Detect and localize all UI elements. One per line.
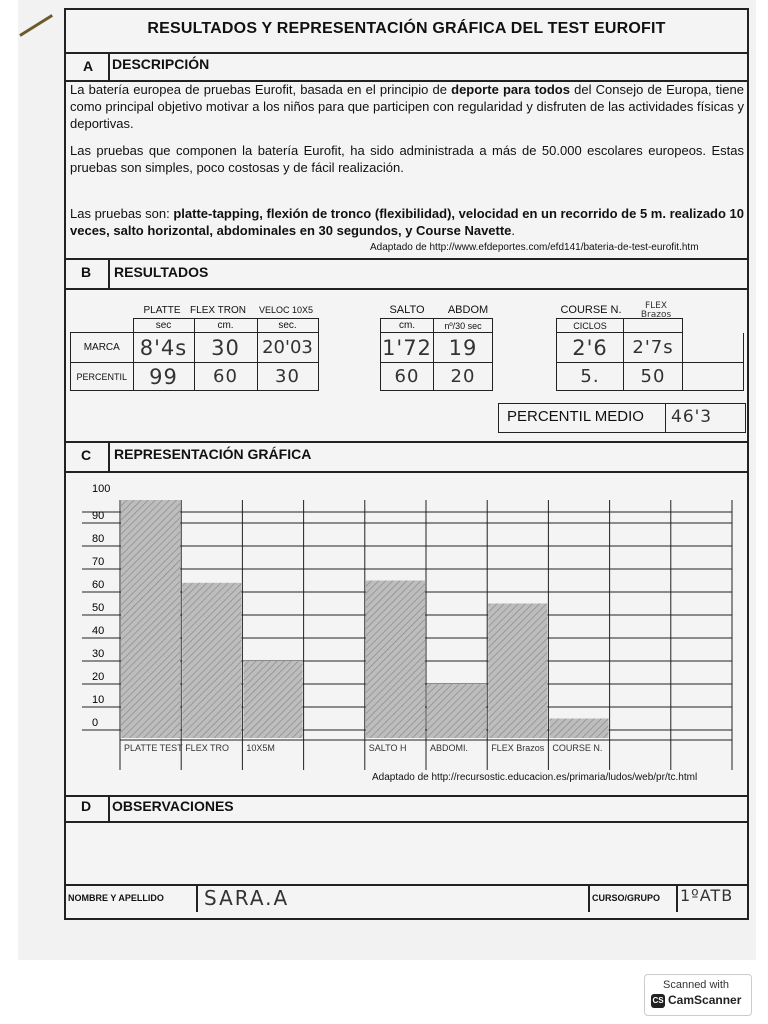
divider xyxy=(64,288,749,290)
col-header-abdom: ABDOM xyxy=(447,304,489,316)
description-source: Adaptado de http://www.efdeportes.com/efd141/bateria-de-test-eurofit.htm xyxy=(370,242,699,253)
percentil-medio-label: PERCENTIL MEDIO xyxy=(507,408,644,425)
y-tick-label: 50 xyxy=(92,602,105,614)
watermark-line1: Scanned with xyxy=(663,979,730,991)
curso-label: CURSO/GRUPO xyxy=(592,893,661,903)
x-category-label: PLATTE TEST xyxy=(124,743,183,753)
col-header-flex-tron: FLEX TRON xyxy=(190,305,246,316)
divider xyxy=(64,471,749,473)
unit-cell: nº/30 sec xyxy=(434,319,493,333)
curso-value: 1ºATB xyxy=(680,886,734,905)
watermark-line2: CamScanner xyxy=(668,993,742,1007)
chart-bar xyxy=(488,604,547,739)
marca-cell: 20'03 xyxy=(257,333,318,363)
col-header-flex-brazos: FLEX Brazos xyxy=(640,301,672,320)
marca-cell: 2'7s xyxy=(624,333,683,363)
divider xyxy=(676,884,678,912)
marca-cell: 30 xyxy=(194,333,257,363)
col-header-veloc: VELOC 10X5 xyxy=(258,305,314,315)
x-category-label: SALTO H xyxy=(368,743,407,753)
y-tick-label: 20 xyxy=(92,671,105,683)
chart-bar xyxy=(366,581,425,739)
divider xyxy=(64,441,749,443)
divider xyxy=(64,258,749,260)
unit-cell: CICLOS xyxy=(557,319,624,333)
percentil-medio-value: 46'3 xyxy=(671,407,713,427)
divider xyxy=(196,884,198,912)
results-table-3 xyxy=(556,318,744,391)
unit-cell: sec xyxy=(133,319,194,333)
percentil-cell: 20 xyxy=(434,363,493,391)
marca-cell: 2'6 xyxy=(557,333,624,363)
percentil-cell: 60 xyxy=(194,363,257,391)
y-tick-label: 0 xyxy=(92,717,99,729)
description-paragraph-1: La batería europea de pruebas Eurofit, basada en el principio de deporte para todos del Consejo de Europa, tiene como principal objetivo motivar a los niños para que participen con regularidad y disfruten de las actividades físicas y deportivas. xyxy=(70,82,744,131)
section-c-letter: C xyxy=(80,447,92,463)
page-title: RESULTADOS Y REPRESENTACIÓN GRÁFICA DEL TEST EUROFIT xyxy=(147,20,666,37)
y-tick-label: 30 xyxy=(92,648,105,660)
col-header-platte: PLATTE xyxy=(143,305,181,316)
row-label-marca: MARCA xyxy=(71,333,134,363)
section-d-letter: D xyxy=(80,798,92,814)
marca-cell: 8'4s xyxy=(133,333,194,363)
percentil-cell: 5. xyxy=(557,363,624,391)
divider xyxy=(108,441,110,471)
results-table-1 xyxy=(70,318,319,391)
marca-cell: 19 xyxy=(434,333,493,363)
y-tick-label: 60 xyxy=(92,579,105,591)
unit-cell: sec. xyxy=(257,319,318,333)
description-paragraph-2: Las pruebas que componen la batería Eurofit, ha sido administrada a más de 50.000 escolares europeos. Estas pruebas son simples, poco costosas y de fácil realización. xyxy=(70,143,744,175)
percentil-cell: 99 xyxy=(133,363,194,391)
camscanner-logo-icon: CS xyxy=(651,994,665,1008)
unit-cell: cm. xyxy=(381,319,434,333)
name-value: SARA.A xyxy=(204,886,290,910)
section-c-heading: REPRESENTACIÓN GRÁFICA xyxy=(114,446,312,462)
percentil-medio-box xyxy=(498,403,746,433)
name-label: NOMBRE Y APELLIDO xyxy=(68,893,164,903)
x-category-label: COURSE N. xyxy=(552,743,603,753)
y-tick-label: 80 xyxy=(92,533,105,545)
divider xyxy=(64,795,749,797)
divider xyxy=(588,884,590,912)
percentil-cell: 30 xyxy=(257,363,318,391)
divider xyxy=(108,52,110,80)
x-category-label: FLEX TRO xyxy=(185,743,230,753)
section-a-heading: DESCRIPCIÓN xyxy=(112,56,210,72)
y-tick-label: 10 xyxy=(92,694,105,706)
chart-bar xyxy=(243,661,302,738)
divider xyxy=(108,258,110,288)
y-tick-label: 40 xyxy=(92,625,105,637)
chart-source: Adaptado de http://recursostic.educacion.es/primaria/ludos/web/pr/tc.html xyxy=(372,772,698,783)
observaciones-area[interactable] xyxy=(66,823,746,883)
chart-bar xyxy=(427,684,486,738)
percentil-cell: 60 xyxy=(381,363,434,391)
divider xyxy=(64,884,749,886)
chart-svg xyxy=(0,478,768,778)
x-category-label: 10X5M xyxy=(246,743,275,753)
camscanner-watermark xyxy=(644,974,752,1016)
y-tick-label: 70 xyxy=(92,556,105,568)
y-tick-label: 100 xyxy=(92,483,111,495)
col-header-course: COURSE N. xyxy=(560,304,622,316)
percentil-cell: 50 xyxy=(624,363,683,391)
x-category-label: ABDOMI. xyxy=(430,743,469,753)
section-b-letter: B xyxy=(80,264,92,280)
section-b-heading: RESULTADOS xyxy=(114,264,209,280)
divider xyxy=(66,52,747,54)
row-label-percentil: PERCENTIL xyxy=(71,363,134,391)
description-paragraph-3: Las pruebas son: platte-tapping, flexión de tronco (flexibilidad), velocidad en un recorrido de 5 m. realizado 10 veces, salto horizontal, abdominales en 30 segundos, y Course Navette. xyxy=(70,206,745,238)
results-table-2 xyxy=(380,318,493,391)
y-tick-label: 90 xyxy=(92,510,105,522)
marca-cell: 1'72 xyxy=(381,333,434,363)
chart-bar xyxy=(549,719,608,739)
col-header-salto: SALTO xyxy=(389,304,425,316)
x-category-label: FLEX Brazos xyxy=(491,743,545,753)
chart-bar xyxy=(121,500,180,738)
divider xyxy=(108,795,110,821)
unit-cell xyxy=(624,319,683,333)
section-a-letter: A xyxy=(82,58,94,74)
section-d-heading: OBSERVACIONES xyxy=(112,798,234,814)
chart-bar xyxy=(182,583,241,738)
unit-cell: cm. xyxy=(194,319,257,333)
